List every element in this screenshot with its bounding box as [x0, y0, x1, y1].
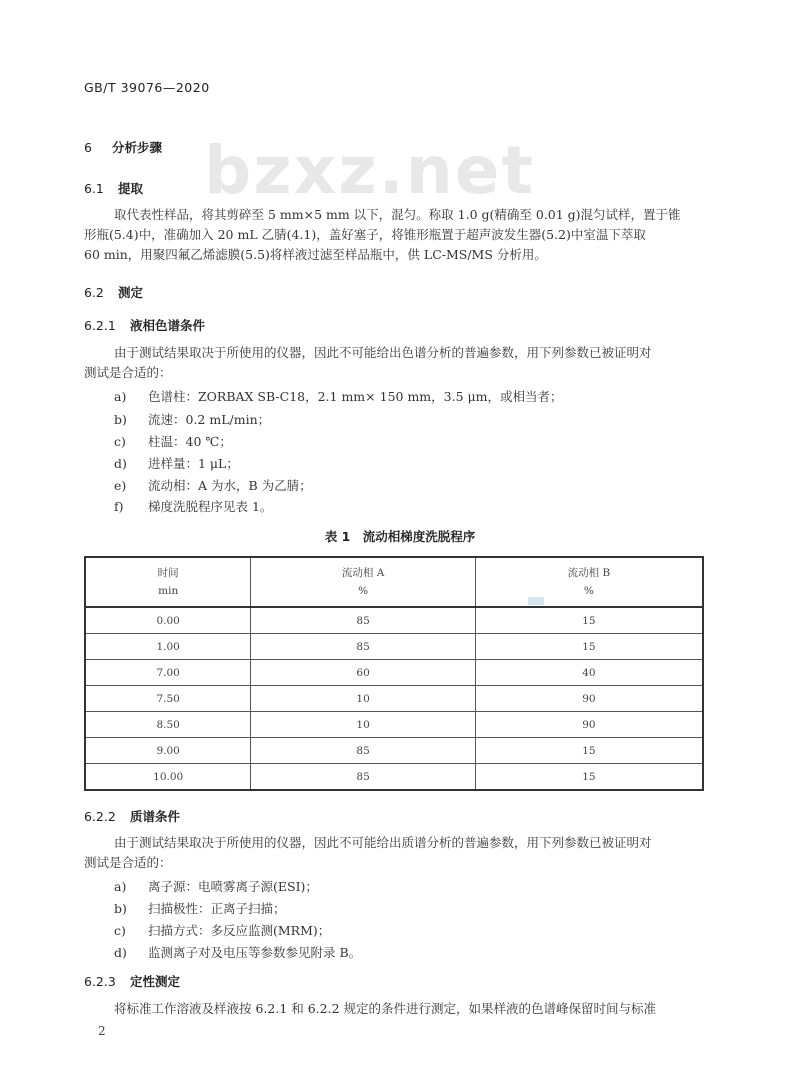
section-number: 6.2.1 [84, 318, 116, 333]
section-title: 定性测定 [130, 974, 181, 989]
lc-intro-paragraph [84, 343, 708, 383]
table-header-row [85, 557, 703, 607]
header-name: 时间 [157, 567, 179, 579]
list-label: a) [114, 879, 127, 894]
section-title: 提取 [118, 181, 144, 196]
table-cell: 15 [475, 738, 703, 764]
section-6-2-1-heading [84, 316, 205, 334]
table-cell: 7.00 [85, 660, 251, 686]
table-caption: 表 1 流动相梯度洗脱程序 [324, 529, 476, 544]
table-row [85, 738, 703, 764]
table-cell: 9.00 [85, 738, 251, 764]
table-cell: 15 [475, 764, 703, 791]
paragraph-line: 由于测试结果取决于所使用的仪器，因此不可能给出色谱分析的普遍参数，用下列参数已被证明对 [114, 345, 652, 360]
table-cell: 40 [475, 660, 703, 686]
list-item [114, 476, 312, 494]
table-cell: 7.50 [85, 686, 251, 712]
table-cell: 85 [251, 738, 475, 764]
table-row [85, 686, 703, 712]
watermark: bzxz.net [204, 132, 536, 209]
page-number: 2 [98, 1024, 106, 1038]
list-label: d) [114, 456, 127, 471]
gradient-table [84, 556, 704, 791]
table-row [85, 712, 703, 738]
list-text: 流动相：A 为水，B 为乙腈； [148, 478, 312, 493]
list-text: 梯度洗脱程序见表 1。 [148, 499, 273, 514]
table-cell: 15 [475, 634, 703, 660]
table-row [85, 764, 703, 791]
list-item [114, 877, 318, 895]
list-item [114, 921, 330, 939]
header-unit: min [158, 585, 179, 597]
paragraph-line: 测试是合适的： [84, 855, 172, 870]
list-text: 扫描方式：多反应监测(MRM)； [148, 923, 331, 938]
list-label: d) [114, 945, 127, 960]
table-cell: 1.00 [85, 634, 251, 660]
table-cell: 10.00 [85, 764, 251, 791]
list-item [114, 943, 361, 961]
table-cell: 60 [251, 660, 475, 686]
table-cell: 85 [251, 607, 475, 634]
paragraph-line: 测试是合适的： [84, 365, 172, 380]
list-text: 进样量：1 μL； [148, 456, 239, 471]
header-phase-b [475, 557, 703, 607]
table-row [85, 634, 703, 660]
section-6-heading [84, 138, 162, 156]
list-text: 离子源：电喷雾离子源(ESI)； [148, 879, 318, 894]
table-cell: 10 [251, 712, 475, 738]
header-unit: % [583, 585, 594, 597]
list-label: c) [114, 923, 126, 938]
paragraph-line: 由于测试结果取决于所使用的仪器，因此不可能给出质谱分析的普遍参数，用下列参数已被证明对 [114, 835, 652, 850]
stamp-mark [528, 597, 544, 605]
table-cell: 90 [475, 712, 703, 738]
paragraph-line: 形瓶(5.4)中，准确加入 20 mL 乙腈(4.1)，盖好塞子，将锥形瓶置于超声波发生器(5.2)中室温下萃取 [84, 227, 646, 242]
list-item [114, 410, 270, 428]
list-item [114, 432, 232, 450]
paragraph-line: 60 min，用聚四氟乙烯滤膜(5.5)将样液过滤至样品瓶中，供 LC-MS/MS 分析用。 [84, 247, 547, 262]
list-text: 色谱柱：ZORBAX SB-C18，2.1 mm× 150 mm，3.5 μm，或相当者； [148, 389, 563, 404]
list-item [114, 497, 272, 515]
section-6-2-3-heading [84, 972, 180, 990]
section-title: 液相色谱条件 [130, 318, 206, 333]
list-label: c) [114, 434, 126, 449]
header-unit: % [358, 585, 369, 597]
list-label: b) [114, 412, 127, 427]
list-label: f) [114, 499, 124, 514]
section-number: 6.2 [84, 285, 104, 300]
section-number: 6 [84, 140, 92, 155]
list-text: 流速：0.2 mL/min； [148, 412, 271, 427]
table-cell: 15 [475, 607, 703, 634]
table-row [85, 607, 703, 634]
table-cell: 0.00 [85, 607, 251, 634]
list-text: 柱温：40 ℃； [148, 434, 232, 449]
section-number: 6.2.2 [84, 809, 116, 824]
section-title: 分析步骤 [112, 140, 163, 155]
list-item [114, 454, 239, 472]
list-text: 监测离子对及电压等参数参见附录 B。 [148, 945, 362, 960]
section-title: 测定 [118, 285, 144, 300]
table-cell: 85 [251, 764, 475, 791]
ms-intro-paragraph [84, 833, 708, 873]
list-item [114, 899, 286, 917]
standard-code: GB/T 39076—2020 [84, 80, 210, 95]
table-row [85, 660, 703, 686]
extraction-paragraph [84, 205, 708, 265]
header-name: 流动相 A [341, 567, 385, 579]
section-6-2-2-heading [84, 807, 180, 825]
list-label: e) [114, 478, 127, 493]
table-cell: 85 [251, 634, 475, 660]
header-phase-a [251, 557, 475, 607]
table-cell: 10 [251, 686, 475, 712]
header-name: 流动相 B [567, 567, 611, 579]
table-cell: 90 [475, 686, 703, 712]
header-time [85, 557, 251, 607]
list-item [114, 387, 562, 405]
table-cell: 8.50 [85, 712, 251, 738]
section-number: 6.1 [84, 181, 104, 196]
section-6-2-heading [84, 283, 143, 301]
section-title: 质谱条件 [130, 809, 181, 824]
paragraph-line: 取代表性样品，将其剪碎至 5 mm×5 mm 以下，混匀。称取 1.0 g(精确至 0.01 g)混匀试样，置于锥 [114, 207, 681, 222]
section-6-1-heading [84, 179, 143, 197]
list-label: a) [114, 389, 127, 404]
list-text: 扫描极性：正离子扫描； [148, 901, 286, 916]
qualitative-paragraph [84, 999, 708, 1019]
list-label: b) [114, 901, 127, 916]
section-number: 6.2.3 [84, 974, 116, 989]
paragraph-line: 将标准工作溶液及样液按 6.2.1 和 6.2.2 规定的条件进行测定，如果样液的色谱峰保留时间与标准 [114, 1001, 657, 1016]
